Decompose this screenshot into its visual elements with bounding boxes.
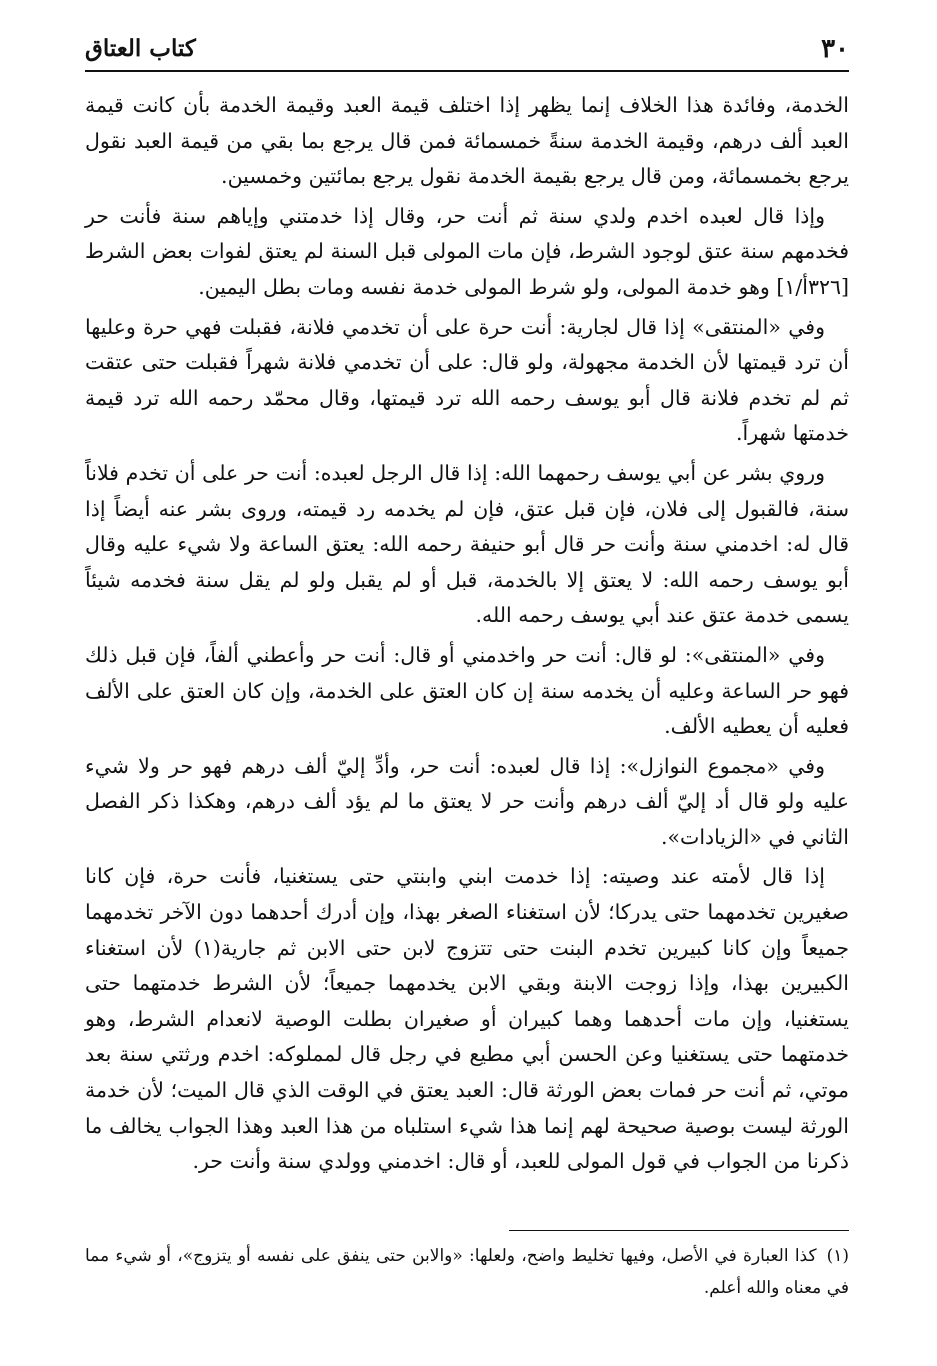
footnote-number: (١) [826,1246,849,1266]
paragraph: وفي «المنتقى»: لو قال: أنت حر واخدمني أو قال: أنت حر وأعطني ألفاً، فإن قبل ذلك فهو حر الساعة وعليه أن يخدمه سنة إن كان العتق على الخدمة، وإن كان العتق على الألف فعليه أن يعطيه الألف. [85,642,849,739]
footnote-text: كذا العبارة في الأصل، وفيها تخليط واضح، ولعلها: «والابن حتى ينفق على نفسه أو يتزوج»، أو شيء مما في معناه والله أعلم. [85,1246,849,1298]
paragraph: وفي «المنتقى» إذا قال لجارية: أنت حرة على أن تخدمي فلانة، فقبلت فهي حرة وعليها أن ترد قيمتها لأن الخدمة مجهولة، ولو قال: على أن تخدمي فلانة شهراً فقبلت حتى عتقت ثم لم تخدم فلانة قال أبو يوسف رحمه الله ترد قيمتها، وقال محمّد رحمه الله ترد قيمة خدمتها شهراً. [85,314,849,446]
main-text [85,88,849,1184]
paragraph: الخدمة، وفائدة هذا الخلاف إنما يظهر إذا اختلف قيمة العبد وقيمة الخدمة بأن كانت قيمة العبد ألف درهم، وقيمة الخدمة سنةً خمسمائة فمن قال يرجع بما بقي من قيمة العبد نقول يرجع بخمسمائة، ومن قال يرجع بقيمة الخدمة نقول يرجع بمائتين وخمسين. [85,93,849,189]
paragraph: وإذا قال لعبده اخدم ولدي سنة ثم أنت حر، وقال إذا خدمتني وإياهم سنة فأنت حر فخدمهم سنة عتق لوجود الشرط، فإن مات المولى قبل السنة لم يعتق لفوات بعض الشرط [٣٢٦أ/١] وهو خدمة المولى، ولو شرط المولى خدمة نفسه ومات بطل اليمين. [85,203,849,299]
page-number: ٣٠ [821,34,849,64]
footnote-divider [509,1230,849,1231]
book-title: كتاب العتاق [85,35,196,62]
header-divider [85,70,849,72]
paragraph: وروي بشر عن أبي يوسف رحمهما الله: إذا قال الرجل لعبده: أنت حر على أن تخدم فلاناً سنة، فالقبول إلى فلان، فإن قبل عتق، فإن لم يخدمه رد قيمته، وروى بشر عنه أيضاً إذا قال له: اخدمني سنة وأنت حر قال أبو حنيفة رحمه الله: يعتق الساعة ولا شيء عليه وقال أبو يوسف رحمه الله: لا يعتق إلا بالخدمة، قبل أو لم يقبل ولو لم يقل سنة فخدمه شيئاً يسمى خدمة عتق عند أبي يوسف رحمه الله. [85,460,849,628]
paragraph: وفي «مجموع النوازل»: إذا قال لعبده: أنت حر، وأدِّ إليّ ألف درهم فهو حر ولا شيء عليه ولو قال أد إليّ ألف درهم وأنت حر لا يعتق ما لم يؤد ألف درهم، وهكذا ذكر الفصل الثاني في «الزيادات». [85,753,850,849]
paragraph: إذا قال لأمته عند وصيته: إذا خدمت ابني وابنتي حتى يستغنيا، فأنت حرة، فإن كانا صغيرين تخدمهما حتى يدركا؛ لأن استغناء الصغر بهذا، وإن أدرك أحدهما دون الآخر تخدمهما جميعاً وإن كانا كبيرين تخدم البنت حتى تتزوج لابن حتى الابن ثم جارية(١) لأن استغناء الكبيرين بهذا، وإذا زوجت الابنة وبقي الابن يخدمهما جميعاً؛ لأن الشرط خدمتهما حتى يستغنيا، وإن مات أحدهما وهما كبيران أو صغيران بطلت الوصية لانعدام الشرط، وهو خدمتهما حتى يستغنيا وعن الحسن أبي مطيع في رجل قال لمملوكه: اخدم ورثتي سنة بعد موتي، ثم أنت حر فمات بعض الورثة قال: العبد يعتق في الوقت الذي قال الميت؛ لأن خدمة الورثة ليست بوصية صحيحة لهم إنما هذا شيء استلباه من هذا العبد وهذا الجواب يخالف ما ذكرنا من الجواب في قول المولى للعبد، أو قال: اخدمني وولدي سنة وأنت حر. [85,864,850,1174]
page-header [85,30,849,68]
footnote [85,1240,849,1304]
